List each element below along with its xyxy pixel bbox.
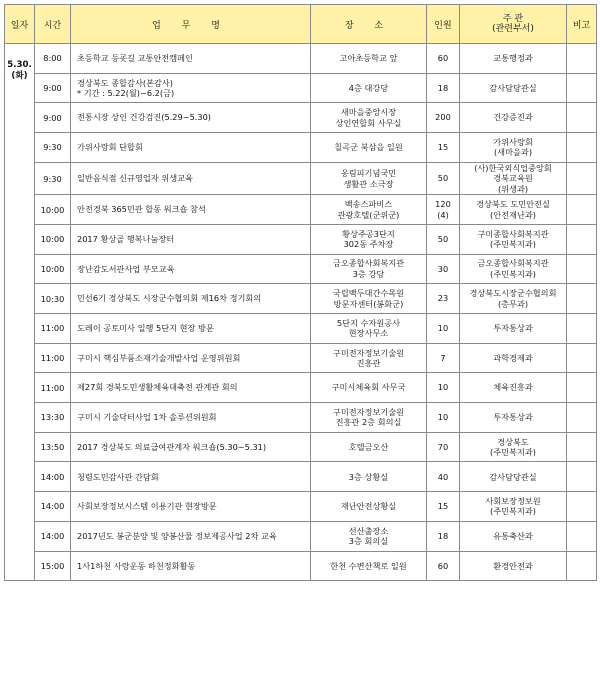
time-cell: 11:00 (35, 343, 71, 373)
task-cell: 장난감도서관사업 부모교육 (71, 254, 311, 284)
time-cell: 11:00 (35, 373, 71, 403)
time-cell: 14:00 (35, 492, 71, 522)
place-cell: 국립백두대간수목원 방문자센터(봉화군) (311, 284, 427, 314)
host-cell: 투자통상과 (460, 403, 567, 433)
time-cell: 9:30 (35, 133, 71, 163)
host-cell: 경상북도시장군수협의회 (총무과) (460, 284, 567, 314)
people-cell: 200 (427, 103, 460, 133)
schedule-table (4, 4, 597, 581)
header-people: 인원 (427, 5, 460, 44)
table-row (5, 492, 597, 522)
header-task: 업 무 명 (71, 5, 311, 44)
note-cell (567, 162, 597, 195)
header-host: 주 관 (관련부서) (460, 5, 567, 44)
time-cell: 15:00 (35, 551, 71, 581)
people-cell: 60 (427, 551, 460, 581)
place-cell: 새마을중앙시장 상인연합회 사무실 (311, 103, 427, 133)
people-cell: 23 (427, 284, 460, 314)
time-cell: 14:00 (35, 462, 71, 492)
place-cell: 4층 대강당 (311, 73, 427, 103)
place-cell: 5단지 수자원공사 현장사무소 (311, 314, 427, 344)
header-place: 장 소 (311, 5, 427, 44)
note-cell (567, 521, 597, 551)
time-cell: 13:50 (35, 432, 71, 462)
table-row (5, 284, 597, 314)
people-cell: 30 (427, 254, 460, 284)
table-row (5, 195, 597, 225)
table-row (5, 314, 597, 344)
time-cell: 9:30 (35, 162, 71, 195)
task-cell: 1사1하천 사랑운동 하천정화활동 (71, 551, 311, 581)
host-cell: 투자통상과 (460, 314, 567, 344)
task-cell: 제27회 경북도민생활체육대축전 관계관 회의 (71, 373, 311, 403)
task-cell: 구미시 핵심부품소재기술개발사업 운영위원회 (71, 343, 311, 373)
table-row (5, 462, 597, 492)
people-cell: 50 (427, 162, 460, 195)
time-cell: 10:00 (35, 195, 71, 225)
header-row (5, 5, 597, 44)
note-cell (567, 403, 597, 433)
time-cell: 11:00 (35, 314, 71, 344)
place-cell: 구미시체육회 사무국 (311, 373, 427, 403)
task-cell: 사회보장정보시스템 이용기관 현장방문 (71, 492, 311, 522)
host-cell: 건강증진과 (460, 103, 567, 133)
place-cell: 황상주공3단지 302동 주차장 (311, 224, 427, 254)
place-cell: 고아초등학교 앞 (311, 44, 427, 74)
note-cell (567, 44, 597, 74)
note-cell (567, 195, 597, 225)
time-cell: 10:00 (35, 254, 71, 284)
place-cell: 재난안전상황실 (311, 492, 427, 522)
host-cell: 감사담당관실 (460, 462, 567, 492)
people-cell: 50 (427, 224, 460, 254)
task-cell: 안전경북 365민관 합동 워크숍 참석 (71, 195, 311, 225)
note-cell (567, 492, 597, 522)
people-cell: 18 (427, 521, 460, 551)
table-row (5, 551, 597, 581)
note-cell (567, 224, 597, 254)
host-cell: (사)한국외식업중앙회 경북교육원 (위생과) (460, 162, 567, 195)
time-cell: 9:00 (35, 73, 71, 103)
place-cell: 금오종합사회복지관 3층 강당 (311, 254, 427, 284)
host-cell: 구미종합사회복지관 (주민복지과) (460, 224, 567, 254)
header-time: 시간 (35, 5, 71, 44)
note-cell (567, 373, 597, 403)
note-cell (567, 462, 597, 492)
people-cell: 40 (427, 462, 460, 492)
time-cell: 9:00 (35, 103, 71, 133)
host-cell: 금오종합사회복지관 (주민복지과) (460, 254, 567, 284)
place-cell: 백송스파비스 관광호텔(군위군) (311, 195, 427, 225)
task-cell: 일반음식점 신규영업자 위생교육 (71, 162, 311, 195)
time-cell: 14:00 (35, 521, 71, 551)
people-cell: 7 (427, 343, 460, 373)
host-cell: 교통행정과 (460, 44, 567, 74)
host-cell: 감사담당관실 (460, 73, 567, 103)
task-cell: 민선6기 경상북도 시장군수협의회 제16차 정기회의 (71, 284, 311, 314)
table-row (5, 103, 597, 133)
place-cell: 3층 상황실 (311, 462, 427, 492)
host-cell: 체육진흥과 (460, 373, 567, 403)
table-row (5, 254, 597, 284)
time-cell: 13:30 (35, 403, 71, 433)
task-cell: 도레이 공토미사 일행 5단지 현장 방문 (71, 314, 311, 344)
header-date: 일자 (5, 5, 35, 44)
task-cell: 2017 경상북도 의료급여관계자 워크숍(5.30~5.31) (71, 432, 311, 462)
people-cell: 10 (427, 373, 460, 403)
host-cell: 과학경제과 (460, 343, 567, 373)
place-cell: 칠곡군 북삼읍 일원 (311, 133, 427, 163)
task-cell: 경상북도 종합감사(본감사) * 기간 : 5.22(월)~6.2(금) (71, 73, 311, 103)
host-cell: 유통축산과 (460, 521, 567, 551)
place-cell: 호텔금오산 (311, 432, 427, 462)
table-row (5, 432, 597, 462)
people-cell: 15 (427, 492, 460, 522)
task-cell: 가위사랑회 단합회 (71, 133, 311, 163)
task-cell: 청렴도민감사관 간담회 (71, 462, 311, 492)
table-row (5, 73, 597, 103)
people-cell: 70 (427, 432, 460, 462)
time-cell: 10:00 (35, 224, 71, 254)
people-cell: 60 (427, 44, 460, 74)
table-row (5, 224, 597, 254)
table-row (5, 521, 597, 551)
host-cell: 가위사랑회 (새마을과) (460, 133, 567, 163)
task-cell: 초등학교 등굣길 교통안전캠페인 (71, 44, 311, 74)
note-cell (567, 314, 597, 344)
people-cell: 120 (4) (427, 195, 460, 225)
table-row (5, 373, 597, 403)
note-cell (567, 343, 597, 373)
note-cell (567, 284, 597, 314)
table-row (5, 343, 597, 373)
place-cell: 선산출장소 3층 회의실 (311, 521, 427, 551)
note-cell (567, 133, 597, 163)
date-cell: 5.30. (화) (5, 44, 35, 581)
place-cell: 구미전자정보기술원 진흥관 2층 회의실 (311, 403, 427, 433)
host-cell: 경상북도 (주민복지과) (460, 432, 567, 462)
people-cell: 10 (427, 314, 460, 344)
note-cell (567, 73, 597, 103)
place-cell: 옹림피기념국민 생활관 소극장 (311, 162, 427, 195)
task-cell: 2017 황상골 행복나눔장터 (71, 224, 311, 254)
people-cell: 18 (427, 73, 460, 103)
place-cell: 구미전자정보기술원 진흥관 (311, 343, 427, 373)
table-row (5, 44, 597, 74)
header-note: 비고 (567, 5, 597, 44)
task-cell: 전통시장 상인 건강검진(5.29~5.30) (71, 103, 311, 133)
note-cell (567, 551, 597, 581)
note-cell (567, 254, 597, 284)
host-cell: 경상북도 도민안전실 (안전재난과) (460, 195, 567, 225)
host-cell: 환경안전과 (460, 551, 567, 581)
task-cell: 구미시 기술닥터사업 1차 솔루션위원회 (71, 403, 311, 433)
table-row (5, 162, 597, 195)
host-cell: 사회보장정보원 (주민복지과) (460, 492, 567, 522)
time-cell: 10:30 (35, 284, 71, 314)
table-row (5, 133, 597, 163)
table-row (5, 403, 597, 433)
people-cell: 10 (427, 403, 460, 433)
place-cell: 한천 수변산책로 일원 (311, 551, 427, 581)
note-cell (567, 103, 597, 133)
task-cell: 2017년도 봉군분양 및 양봉산물 정보제공사업 2차 교육 (71, 521, 311, 551)
time-cell: 8:00 (35, 44, 71, 74)
note-cell (567, 432, 597, 462)
people-cell: 15 (427, 133, 460, 163)
